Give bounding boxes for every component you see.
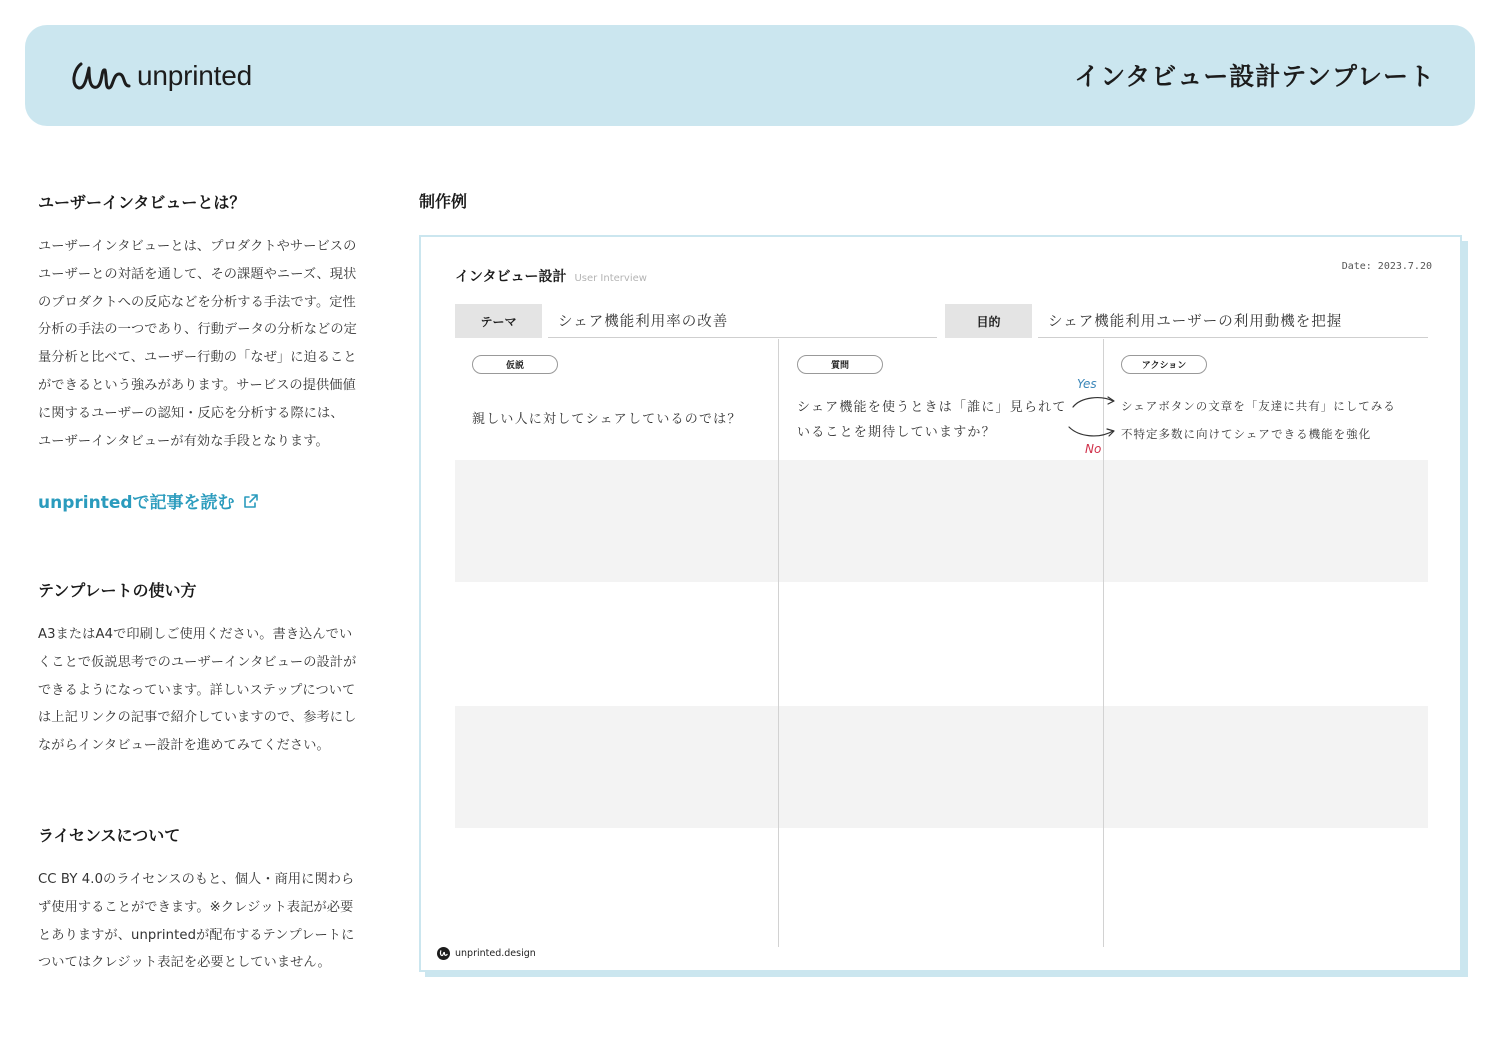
usage-line: ながらインタビュー設計を進めてみてください。 [38, 738, 330, 754]
purpose-label: 目的 [945, 304, 1032, 338]
card-subtitle: User Interview [574, 273, 647, 284]
question-line: シェア機能を使うときは「誰に」見られて [797, 400, 1067, 415]
action-no-text: 不特定多数に向けてシェアできる機能を強化 [1121, 427, 1372, 441]
license-heading: ライセンスについて [38, 826, 181, 845]
example-heading: 制作例 [419, 192, 468, 211]
license-line: ず使用することができます。※クレジット表記が必要 [38, 899, 354, 915]
usage-line: は上記リンクの記事で紹介していますので、参考にし [38, 710, 357, 726]
license-line: とありますが、unprintedが配布するテンプレートに [38, 927, 355, 943]
about-line: ユーザーインタビューとは、プロダクトやサービスの [38, 239, 357, 254]
page-title: インタビュー設計テンプレート [1074, 62, 1435, 91]
about-line: ユーザーインタビューが有効な手段となります。 [38, 433, 329, 449]
brand-logo[interactable] [69, 55, 252, 97]
action-pill: アクション [1121, 355, 1207, 374]
purpose-value: シェア機能利用ユーザーの利用動機を把握 [1038, 304, 1428, 338]
action-yes-text: シェアボタンの文章を「友達に共有」にしてみる [1121, 399, 1396, 413]
hypothesis-text: 親しい人に対してシェアしているのでは？ [472, 412, 742, 427]
about-line: ユーザーとの対話を通して、その課題やニーズ、現状 [38, 266, 357, 282]
usage-line: くことで仮説思考でのユーザーインタビューの設計が [38, 654, 357, 670]
question-line: いることを期待していますか？ [797, 425, 996, 440]
about-line: 量分析と比べて、ユーザー行動の「なぜ」に迫ること [38, 350, 357, 366]
row-band [455, 460, 1428, 582]
theme-value: シェア機能利用率の改善 [548, 304, 937, 338]
card-title-text: インタビュー設計 [455, 269, 567, 285]
about-line: ができるという強みがあります。サービスの提供価値 [38, 377, 356, 393]
external-link-icon [243, 493, 259, 509]
hypothesis-pill: 仮説 [472, 355, 558, 374]
header-banner [25, 25, 1475, 126]
usage-line: できるようになっています。詳しいステップについて [38, 682, 356, 698]
example-card [419, 235, 1462, 972]
read-article-link[interactable] [38, 488, 259, 513]
license-line: CC BY 4.0のライセンスのもと、個人・商用に関わら [38, 872, 355, 887]
about-body [38, 233, 376, 455]
about-heading: ユーザーインタビューとは？ [38, 193, 246, 212]
license-line: ついてはクレジット表記を必要としていません。 [38, 955, 331, 971]
about-line: 分析の手法の一つであり、行動データの分析などの定 [38, 322, 357, 338]
question-pill: 質問 [797, 355, 883, 374]
no-annotation: No [1085, 442, 1102, 456]
brand-name: unprinted [137, 60, 252, 91]
column-divider [778, 339, 779, 947]
question-text [797, 395, 1067, 445]
card-title [455, 266, 647, 286]
usage-body [38, 621, 376, 760]
card-footer [437, 947, 536, 960]
about-line: に関するユーザーの認知・反応を分析する際には、 [38, 405, 344, 421]
read-article-label: unprintedで記事を読む [38, 493, 235, 513]
yes-annotation: Yes [1077, 377, 1097, 391]
branch-arrows-icon [1061, 387, 1121, 447]
theme-label: テーマ [455, 304, 542, 338]
unprinted-logo-icon [69, 56, 131, 96]
usage-heading: テンプレートの使い方 [38, 581, 197, 600]
footer-logo-icon [437, 947, 450, 960]
usage-line: A3またはA4で印刷しご使用ください。書き込んでい [38, 627, 353, 642]
footer-url: unprinted.design [455, 948, 536, 959]
about-line: のプロダクトへの反応などを分析する手法です。定性 [38, 294, 356, 310]
card-date: Date: 2023.7.20 [1341, 261, 1432, 272]
row-band [455, 706, 1428, 828]
license-body [38, 866, 376, 977]
